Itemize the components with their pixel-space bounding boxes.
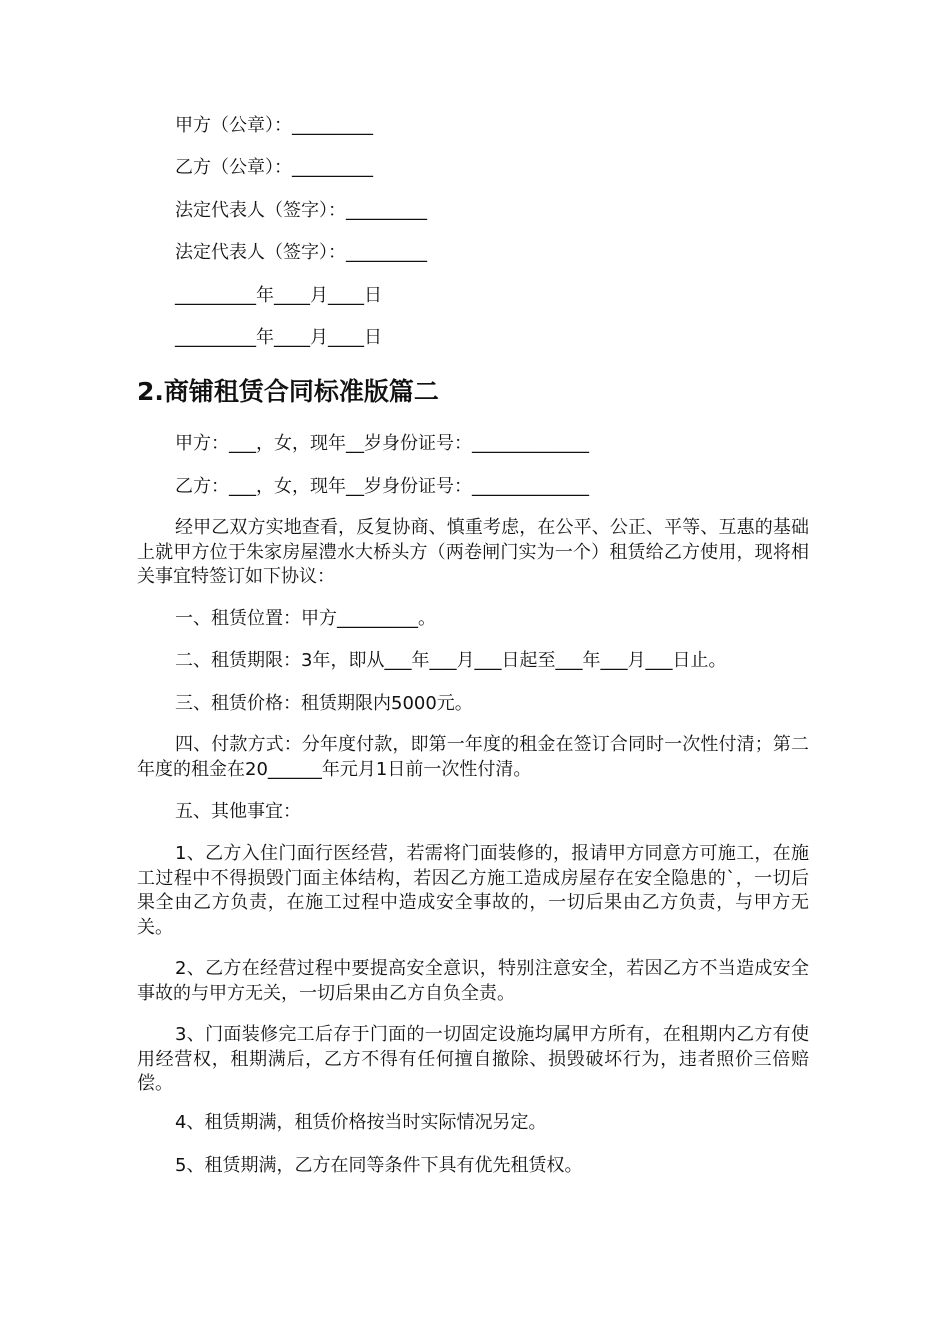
other-item-4: 4、租赁期满，租赁价格按当时实际情况另定。 [175, 1112, 547, 1133]
signature-party-b-seal: 乙方（公章）：_________ [175, 157, 373, 178]
signature-party-a-seal: 甲方（公章）：_________ [175, 115, 373, 136]
other-item-5: 5、租赁期满，乙方在同等条件下具有优先租赁权。 [175, 1155, 583, 1176]
other-item-1: 1、乙方入住门面行医经营，若需将门面装修的，报请甲方同意方可施工，在施工过程中不得损毁门面主体结构，若因乙方施工造成房屋存在安全隐患的`，一切后果全由乙方负责，在施工过程中造成安全事故的，一切后果由乙方负责，与甲方无关。 [137, 843, 809, 938]
clause-location: 一、租赁位置：甲方_________。 [175, 608, 436, 629]
clause-other: 五、其他事宜： [175, 801, 301, 822]
clause-term: 二、租赁期限：3年，即从___年___月___日起至___年___月___日止。 [175, 650, 727, 671]
signature-date-a: _________年____月____日 [175, 285, 382, 306]
section-title: 2.商铺租赁合同标准版篇二 [137, 377, 439, 406]
other-item-2: 2、乙方在经营过程中要提高安全意识，特别注意安全，若因乙方不当造成安全事故的与甲方无关，一切后果由乙方自负全责。 [137, 958, 809, 1004]
intro-paragraph: 经甲乙双方实地查看，反复协商、慎重考虑，在公平、公正、平等、互惠的基础上就甲方位于朱家房屋澧水大桥头方（两卷闸门实为一个）租赁给乙方使用，现将相关事宜特签订如下协议： [137, 517, 809, 587]
party-b-info: 乙方：___，女，现年__岁身份证号：_____________ [175, 476, 589, 497]
other-item-3: 3、门面装修完工后存于门面的一切固定设施均属甲方所有，在租期内乙方有使用经营权，租期满后，乙方不得有任何擅自撤除、损毁破坏行为，违者照价三倍赔偿。 [137, 1024, 809, 1094]
signature-legal-rep-a: 法定代表人（签字）：_________ [175, 200, 427, 221]
party-a-info: 甲方：___，女，现年__岁身份证号：_____________ [175, 433, 589, 454]
clause-payment: 四、付款方式：分年度付款，即第一年度的租金在签订合同时一次性付清；第二年度的租金在20______年元月1日前一次性付清。 [137, 734, 809, 780]
signature-date-b: _________年____月____日 [175, 327, 382, 348]
clause-price: 三、租赁价格：租赁期限内5000元。 [175, 693, 473, 714]
signature-legal-rep-b: 法定代表人（签字）：_________ [175, 242, 427, 263]
